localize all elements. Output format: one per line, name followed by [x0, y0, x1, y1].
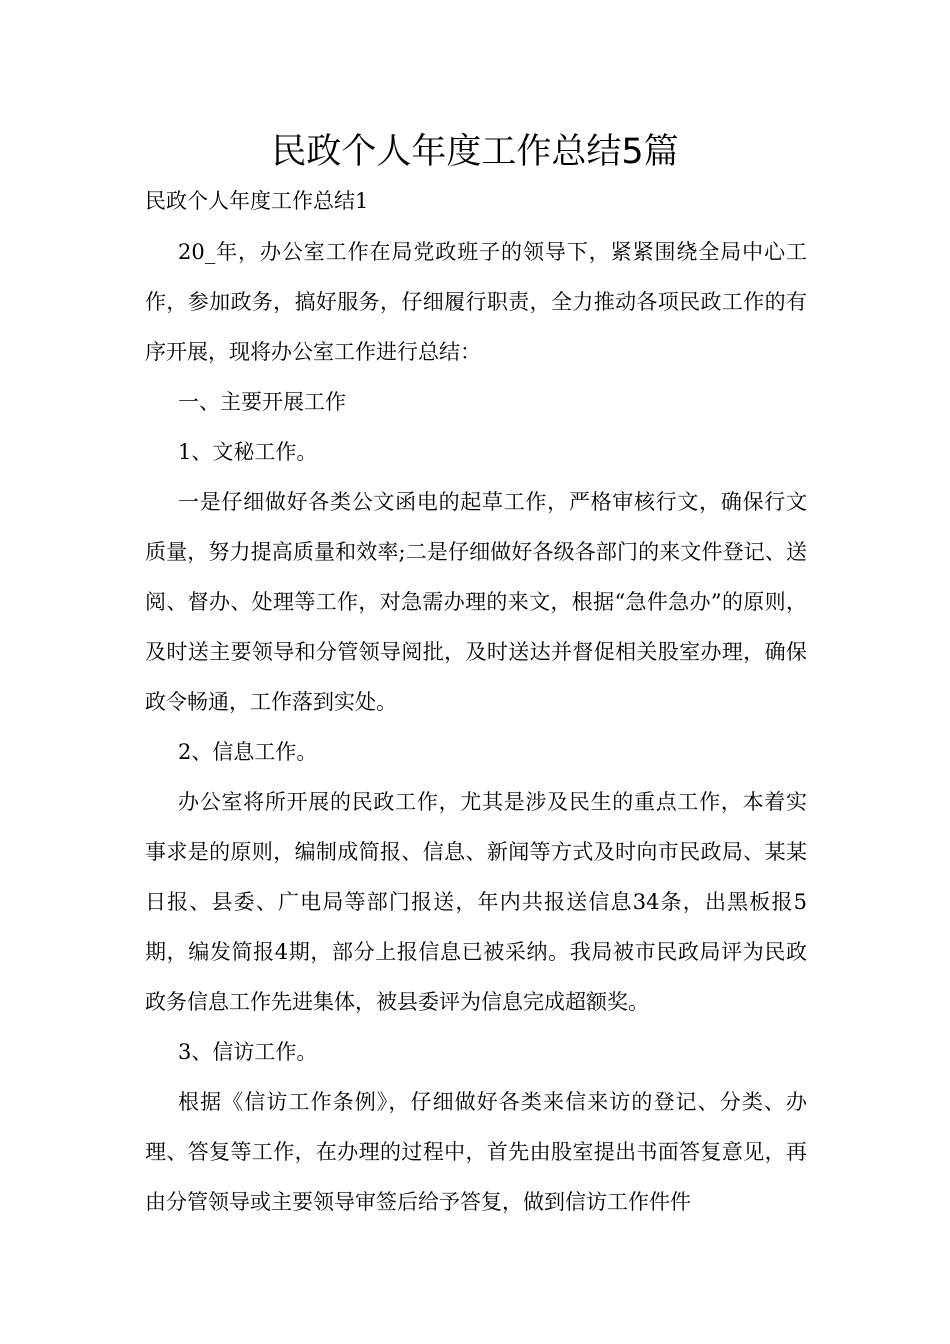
section-heading-main-work: 一、主要开展工作: [178, 390, 346, 414]
paragraph-secretarial-work: 一是仔细做好各类公文函电的起草工作，严格审核行文，确保行文质量，努力提高质量和效率;二是仔细做好各级各部门的来文件登记、送阅、督办、处理等工作，对急需办理的来文，根据“急件急办”的原则，及时送主要领导和分管领导阅批，及时送达并督促相关股室办理，确保政令畅通，工作落到实处。: [145, 490, 807, 714]
paragraph-intro: 20_年，办公室工作在局党政班子的领导下，紧紧围绕全局中心工作，参加政务，搞好服务，仔细履行职责，全力推动各项民政工作的有序开展，现将办公室工作进行总结：: [145, 240, 807, 364]
subheading-petition-work: 3、信访工作。: [178, 1040, 318, 1064]
paragraph-information-work: 办公室将所开展的民政工作，尤其是涉及民生的重点工作，本着实事求是的原则，编制成简报、信息、新闻等方式及时向市民政局、某某日报、县委、广电局等部门报送，年内共报送信息34条，出黑板报5期，编发简报4期，部分上报信息已被采纳。我局被市民政局评为民政政务信息工作先进集体，被县委评为信息完成超额奖。: [145, 790, 807, 1014]
subheading-secretarial-work: 1、文秘工作。: [178, 440, 318, 464]
document-title: 民政个人年度工作总结5篇: [271, 132, 679, 172]
subheading-information-work: 2、信息工作。: [178, 740, 318, 764]
paragraph-petition-work: 根据《信访工作条例》，仔细做好各类来信来访的登记、分类、办理、答复等工作，在办理的过程中，首先由股室提出书面答复意见，再由分管领导或主要领导审签后给予答复，做到信访工作件件: [145, 1090, 807, 1214]
document-subtitle: 民政个人年度工作总结1: [145, 189, 369, 213]
